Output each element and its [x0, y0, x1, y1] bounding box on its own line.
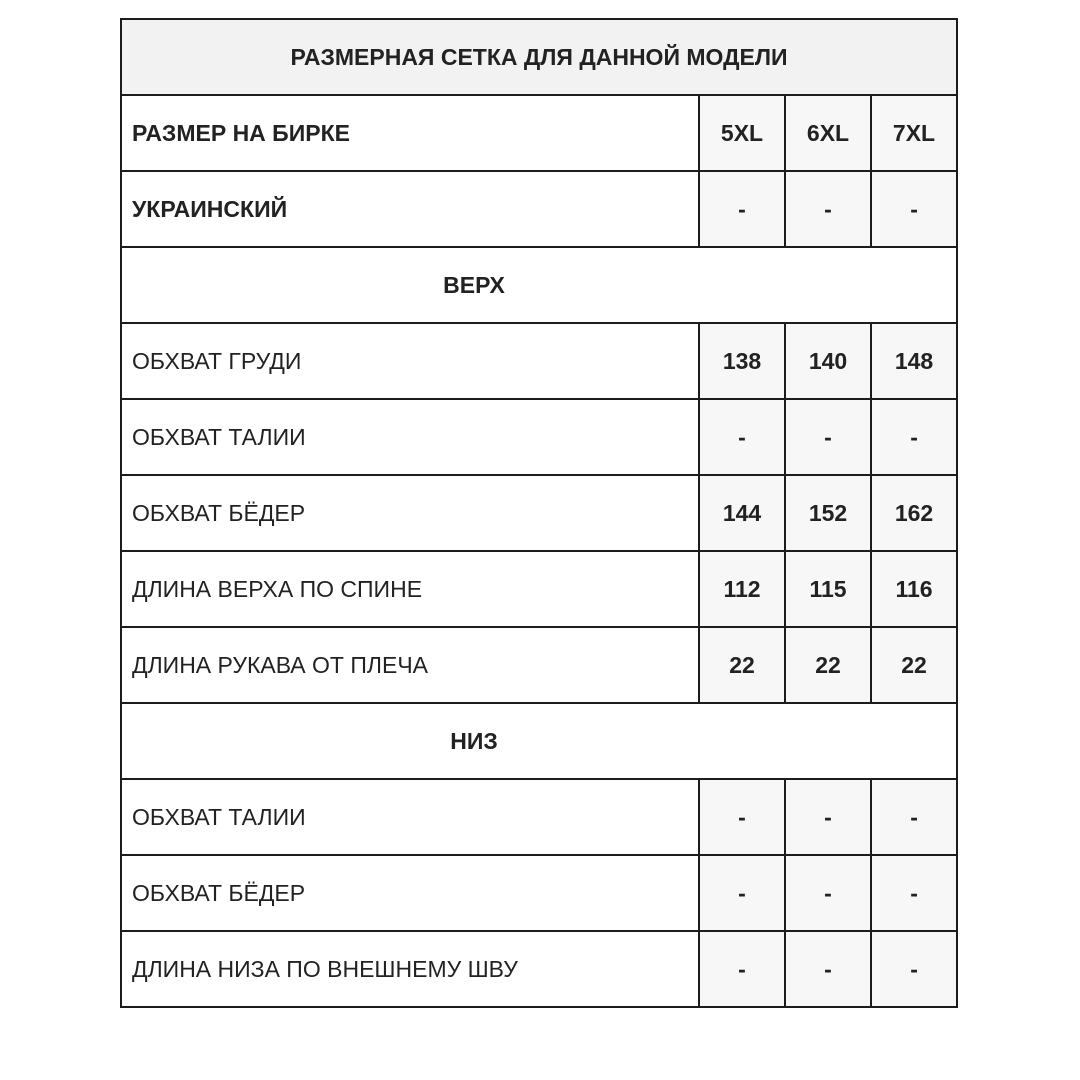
size-7xl-header: 7XL — [871, 95, 957, 171]
section-heading-bottom: НИЗ — [121, 703, 957, 779]
table-cell: - — [785, 399, 871, 475]
table-cell: - — [785, 779, 871, 855]
table-cell: 22 — [785, 627, 871, 703]
table-row — [121, 855, 957, 931]
row-label: ОБХВАТ ТАЛИИ — [121, 779, 699, 855]
table-cell: - — [699, 171, 785, 247]
table-cell: 140 — [785, 323, 871, 399]
table-title: РАЗМЕРНАЯ СЕТКА ДЛЯ ДАННОЙ МОДЕЛИ — [121, 19, 957, 95]
table-cell: - — [871, 779, 957, 855]
table-cell: 112 — [699, 551, 785, 627]
table-cell: 162 — [871, 475, 957, 551]
section-heading-top: ВЕРХ — [121, 247, 957, 323]
size-header-row — [121, 95, 957, 171]
row-label: ДЛИНА РУКАВА ОТ ПЛЕЧА — [121, 627, 699, 703]
table-cell: - — [871, 399, 957, 475]
table-cell: 22 — [871, 627, 957, 703]
row-label: ОБХВАТ ГРУДИ — [121, 323, 699, 399]
table-cell: - — [871, 171, 957, 247]
table-cell: 138 — [699, 323, 785, 399]
table-row — [121, 779, 957, 855]
table-cell: 116 — [871, 551, 957, 627]
table-cell: - — [785, 931, 871, 1007]
table-cell: - — [785, 855, 871, 931]
table-cell: 22 — [699, 627, 785, 703]
row-label: ОБХВАТ БЁДЕР — [121, 855, 699, 931]
table-cell: - — [785, 171, 871, 247]
size-5xl-header: 5XL — [699, 95, 785, 171]
table-cell: - — [699, 779, 785, 855]
row-label: ОБХВАТ ТАЛИИ — [121, 399, 699, 475]
section-row-top — [121, 247, 957, 323]
ukrainian-size-row — [121, 171, 957, 247]
size-label-header: РАЗМЕР НА БИРКЕ — [121, 95, 699, 171]
table-row — [121, 475, 957, 551]
table-cell: 148 — [871, 323, 957, 399]
table-cell: - — [699, 399, 785, 475]
table-cell: - — [871, 931, 957, 1007]
row-label: ДЛИНА ВЕРХА ПО СПИНЕ — [121, 551, 699, 627]
section-row-bottom — [121, 703, 957, 779]
title-row — [121, 19, 957, 95]
ukrainian-size-label: УКРАИНСКИЙ — [121, 171, 699, 247]
table-row — [121, 551, 957, 627]
table-cell: 152 — [785, 475, 871, 551]
table-row — [121, 323, 957, 399]
row-label: ДЛИНА НИЗА ПО ВНЕШНЕМУ ШВУ — [121, 931, 699, 1007]
table-cell: 115 — [785, 551, 871, 627]
table-cell: - — [871, 855, 957, 931]
size-chart-table — [120, 18, 958, 1008]
table-row — [121, 399, 957, 475]
table-cell: - — [699, 931, 785, 1007]
table-cell: 144 — [699, 475, 785, 551]
table-row — [121, 931, 957, 1007]
row-label: ОБХВАТ БЁДЕР — [121, 475, 699, 551]
table-row — [121, 627, 957, 703]
table-cell: - — [699, 855, 785, 931]
size-6xl-header: 6XL — [785, 95, 871, 171]
